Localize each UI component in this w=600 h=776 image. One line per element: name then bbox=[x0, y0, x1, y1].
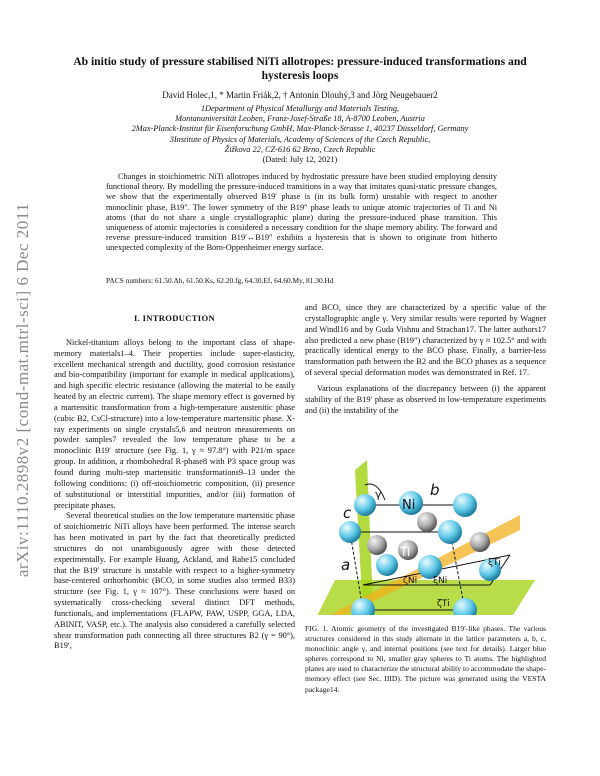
label-gamma: γ bbox=[375, 488, 382, 501]
paragraph: Various explanations of the discrepancy between (i) the apparent stability of the B19′ phase as observed in low-temperature experiments and (ii) the instability of the bbox=[305, 383, 546, 415]
paragraph: Several theoretical studies on the low temperature martensitic phase of stoichiometric NiTi alloys have been performed. The intense search has been motivated in part by the fact that theoretically predicted structures do not unambiguously agree with those detected experimentally. For example Huang, Ackland, and Rabe15 concluded that the B19′ structure is unstable with respect to a higher-symmetry base-centered orthorhombic (BCO, in some studies also termed B33) structure (see Fig. 1, γ ≈ 107°). These conclusions were based on systematically cross-checking several distinct DFT methods, functionals, and implementations (FLAPW, PAW, USPP, GGA, LDA, ABINIT, VASP, etc.). The analysis also considered a carefully selected shear transformation path connecting all three structures B2 (γ = 90°), B19′, bbox=[54, 511, 295, 651]
affiliation-line: 1Department of Physical Metallurgy and Materials Testing, bbox=[200, 104, 400, 113]
paragraph: and BCO, since they are characterized by a specific value of the crystallographic angle γ. Very similar results were reported by Wagner and Windl16 and by Guda Vishnu and Strachan17. The latter authors17 also predicted a new phase (B19″) characterized by γ ≈ 102.5° and with practically identical energy to the BCO phase. Finally, a barrier-less transformation path between the B2 and the BCO phases as a sequence of several special deformation modes was demonstrated in Ref. 17. bbox=[305, 303, 546, 378]
label-a: a bbox=[341, 556, 351, 574]
label-zeta-ni: ζNi bbox=[403, 576, 418, 586]
affiliation-line: Žižkova 22, CZ-616 62 Brno, Czech Republic bbox=[224, 144, 376, 154]
arxiv-stamp bbox=[8, 160, 38, 620]
date: (Dated: July 12, 2021) bbox=[262, 155, 338, 165]
left-column bbox=[54, 313, 295, 652]
arxiv-id: arXiv:1110.2898v2 [cond-mat.mtrl-sci] 6 Dec 2011 bbox=[13, 202, 32, 578]
affiliation-line: 3Institute of Physics of Materials, Academy of Sciences of the Czech Republic, bbox=[169, 134, 431, 144]
label-xi-ni: ξNi bbox=[433, 576, 448, 586]
label-xi-ti: ξTi bbox=[488, 558, 501, 568]
pacs-numbers: PACS numbers: 61.50.Ah, 61.50.Ks, 62.20.fg, 64.30.Ef, 64.60.My, 81.30.Hd bbox=[106, 276, 334, 285]
affiliations bbox=[40, 104, 560, 165]
label-ti: Ti bbox=[400, 545, 411, 559]
section-heading: I. INTRODUCTION bbox=[134, 313, 215, 323]
figure-1-crystal-structure bbox=[305, 420, 545, 615]
abstract: Changes in stoichiometric NiTi allotropes induced by hydrostatic pressure have been studied employing density functional theory. By modelling the pressure-induced transitions in a way that imitates quasi-static pressure changes, we show that the experimentally observed B19′ phase is (in its bulk form) unstable with respect to another monoclinic phase, B19″. The lower symmetry of the B19″ phase leads to unique atomic trajectories of Ti and Ni atoms (that do not share a single crystallographic plane) during the pressure-induced phase transition. This uniqueness of atomic trajectories is considered a necessary condition for the shape memory ability. The forward and reverse pressure-induced transition B19′↔B19″ exhibits a hysteresis that is shown to originate from hitherto unexpected complexity of the Born-Oppenheimer energy surface. bbox=[106, 172, 497, 253]
paragraph: Nickel-titanium alloys belong to the important class of shape-memory materials1–4. Their properties include super-elasticity, excellent mechanical strength and ductility, good corrosion resistance and bio-compatibility (important for example in medical applications), and high specific electric resistance (allowing the material to be easily heated by an electric current). The shape memory effect is governed by a martensitic transformation from a high-temperature austenitic phase (cubic B2, CsCl-structure) into a low-temperature martensitic phase. X-ray experiments on single crystals5,6 and neutron measurements on powder samples7 revealed the low temperature phase to be a monoclinic B19′ structure (see Fig. 1, γ ≈ 97.8°) with P21/m space group. In addition, a rhombohedral R-phase8 with P3 space group was found during multi-step martensitic transformations9–13 under the following conditions: (i) off-stoichiometric composition, (ii) presence of substitutional or interstitial impurities, and/or (iii) formation of precipitate phases. bbox=[54, 337, 295, 510]
paper-title: Ab initio study of pressure stabilised NiTi allotropes: pressure-induced transformations and hysteresis loops bbox=[73, 55, 527, 82]
label-zeta-ti: ζTi bbox=[437, 599, 450, 609]
label-b: b bbox=[430, 481, 440, 499]
label-c: c bbox=[343, 504, 352, 522]
affiliation-line: 2Max-Planck-Institut für Eisenforschung GmbH, Max-Planck-Strasse 1, 40237 Düsseldorf, Germany bbox=[131, 124, 469, 134]
authors: David Holec,1, * Martin Friák,2, † Antonín Dlouhý,3 and Jörg Neugebauer2 bbox=[162, 90, 438, 100]
figure-caption: FIG. 1. Atomic geometry of the investigated B19′-like phases. The various structures considered in this study alternate in the lattice parameters a, b, c, monoclinic angle γ, and internal positions (see text for details). Larger blue spheres correspond to Ni, smaller gray spheres to Ti atoms. The highlighted planes are used to characterize the structural ability to accommodate the shape-memory effect (see Sec. IIID). The picture was generated using the VESTA package14. bbox=[305, 624, 546, 694]
affiliation-line: Montanuniversität Leoben, Franz-Josef-Straße 18, A-8700 Leoben, Austria bbox=[175, 114, 425, 124]
right-column bbox=[305, 303, 546, 416]
label-ni: Ni bbox=[402, 498, 416, 513]
